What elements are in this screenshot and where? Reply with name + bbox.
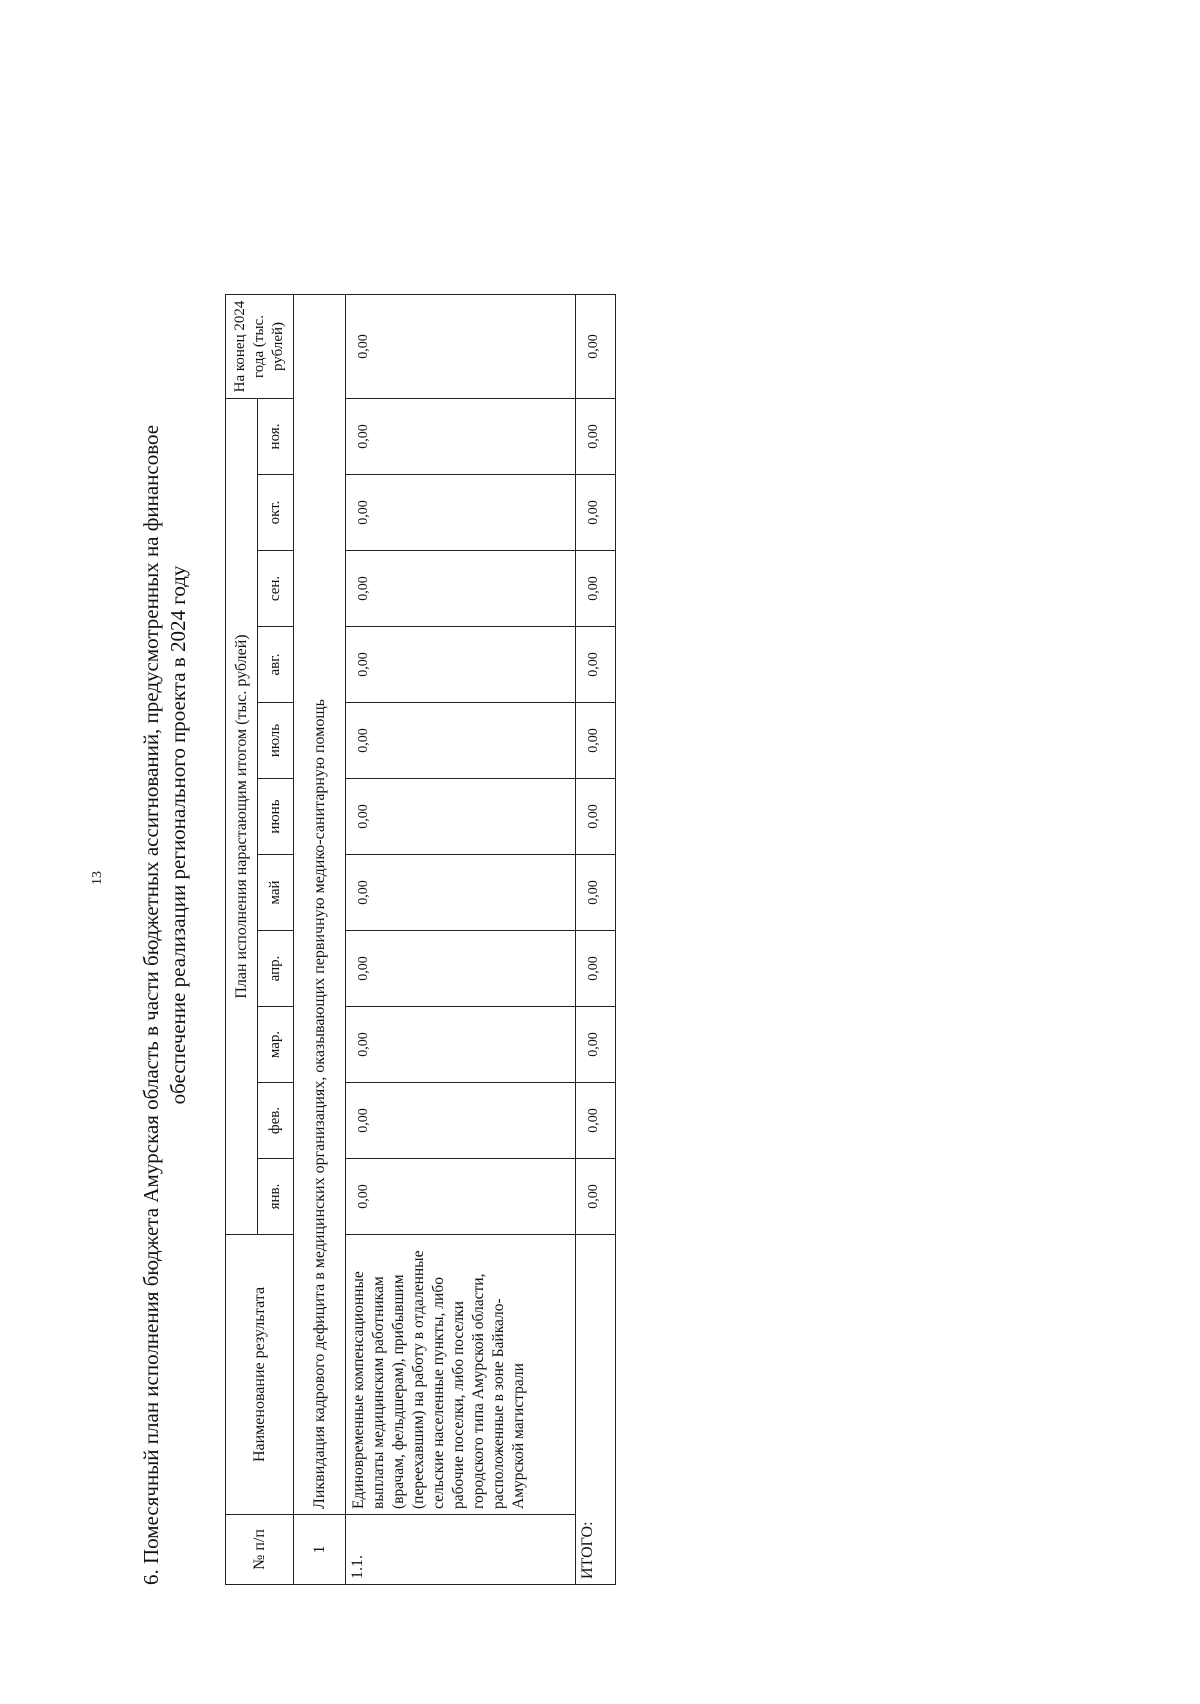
header-plan-group: План исполнения нарастающим итогом (тыс. рублей): [226, 399, 258, 1235]
rotated-page-content: [130, 45, 650, 1625]
row-name: Единовременные компенсационные выплаты медицинским работникам (врачам, фельдшерам), прибывшим (переехавшим) на работу в отдаленные сельские населенные пункты, либо рабочие поселки, либо поселки городского типа Амурской области, расположенные в зоне Байкало-Амурской магистрали: [346, 1235, 576, 1515]
header-name: Наименование результата: [226, 1235, 294, 1515]
header-month: фев.: [258, 1083, 294, 1159]
section-number: 1: [294, 1515, 346, 1585]
row-value: 0,00: [346, 551, 576, 627]
header-month: окт.: [258, 475, 294, 551]
total-value: 0,00: [576, 855, 616, 931]
header-month: мар.: [258, 1007, 294, 1083]
total-value: 0,00: [576, 399, 616, 475]
header-number: № п/п: [226, 1515, 294, 1585]
row-year-end: 0,00: [346, 295, 576, 399]
header-month: авг.: [258, 627, 294, 703]
total-value: 0,00: [576, 931, 616, 1007]
row-value: 0,00: [346, 627, 576, 703]
document-title: [138, 45, 228, 1625]
header-month: июль: [258, 703, 294, 779]
total-year-end: 0,00: [576, 295, 616, 399]
row-value: 0,00: [346, 855, 576, 931]
total-row: [576, 295, 616, 1585]
total-value: 0,00: [576, 703, 616, 779]
total-value: 0,00: [576, 1083, 616, 1159]
header-year-end: На конец 2024 года (тыс. рублей): [226, 295, 294, 399]
row-value: 0,00: [346, 399, 576, 475]
section-row: [294, 295, 346, 1585]
total-value: 0,00: [576, 551, 616, 627]
row-value: 0,00: [346, 779, 576, 855]
table-row: [346, 295, 576, 1585]
row-value: 0,00: [346, 1083, 576, 1159]
row-value: 0,00: [346, 475, 576, 551]
total-value: 0,00: [576, 779, 616, 855]
row-value: 0,00: [346, 931, 576, 1007]
total-value: 0,00: [576, 1007, 616, 1083]
section-title: Ликвидация кадрового дефицита в медицинских организациях, оказывающих первичную медико-санитарную помощь: [294, 295, 346, 1515]
total-value: 0,00: [576, 627, 616, 703]
page-number: 13: [90, 871, 105, 885]
budget-plan-table: [225, 294, 616, 1585]
header-month: сен.: [258, 551, 294, 627]
header-month: май: [258, 855, 294, 931]
total-value: 0,00: [576, 1159, 616, 1235]
row-value: 0,00: [346, 703, 576, 779]
row-value: 0,00: [346, 1007, 576, 1083]
row-value: 0,00: [346, 1159, 576, 1235]
total-value: 0,00: [576, 475, 616, 551]
title-line-1: 6. Помесячный план исполнения бюджета Амурская область в части бюджетных ассигнований, предусмотренных на финансовое: [139, 424, 163, 1585]
header-month: ноя.: [258, 399, 294, 475]
header-month: янв.: [258, 1159, 294, 1235]
header-month: апр.: [258, 931, 294, 1007]
total-label: ИТОГО:: [576, 1235, 616, 1585]
header-month: июнь: [258, 779, 294, 855]
row-number: 1.1.: [346, 1515, 576, 1585]
title-line-2: обеспечение реализации регионального проекта в 2024 году: [166, 565, 190, 1105]
